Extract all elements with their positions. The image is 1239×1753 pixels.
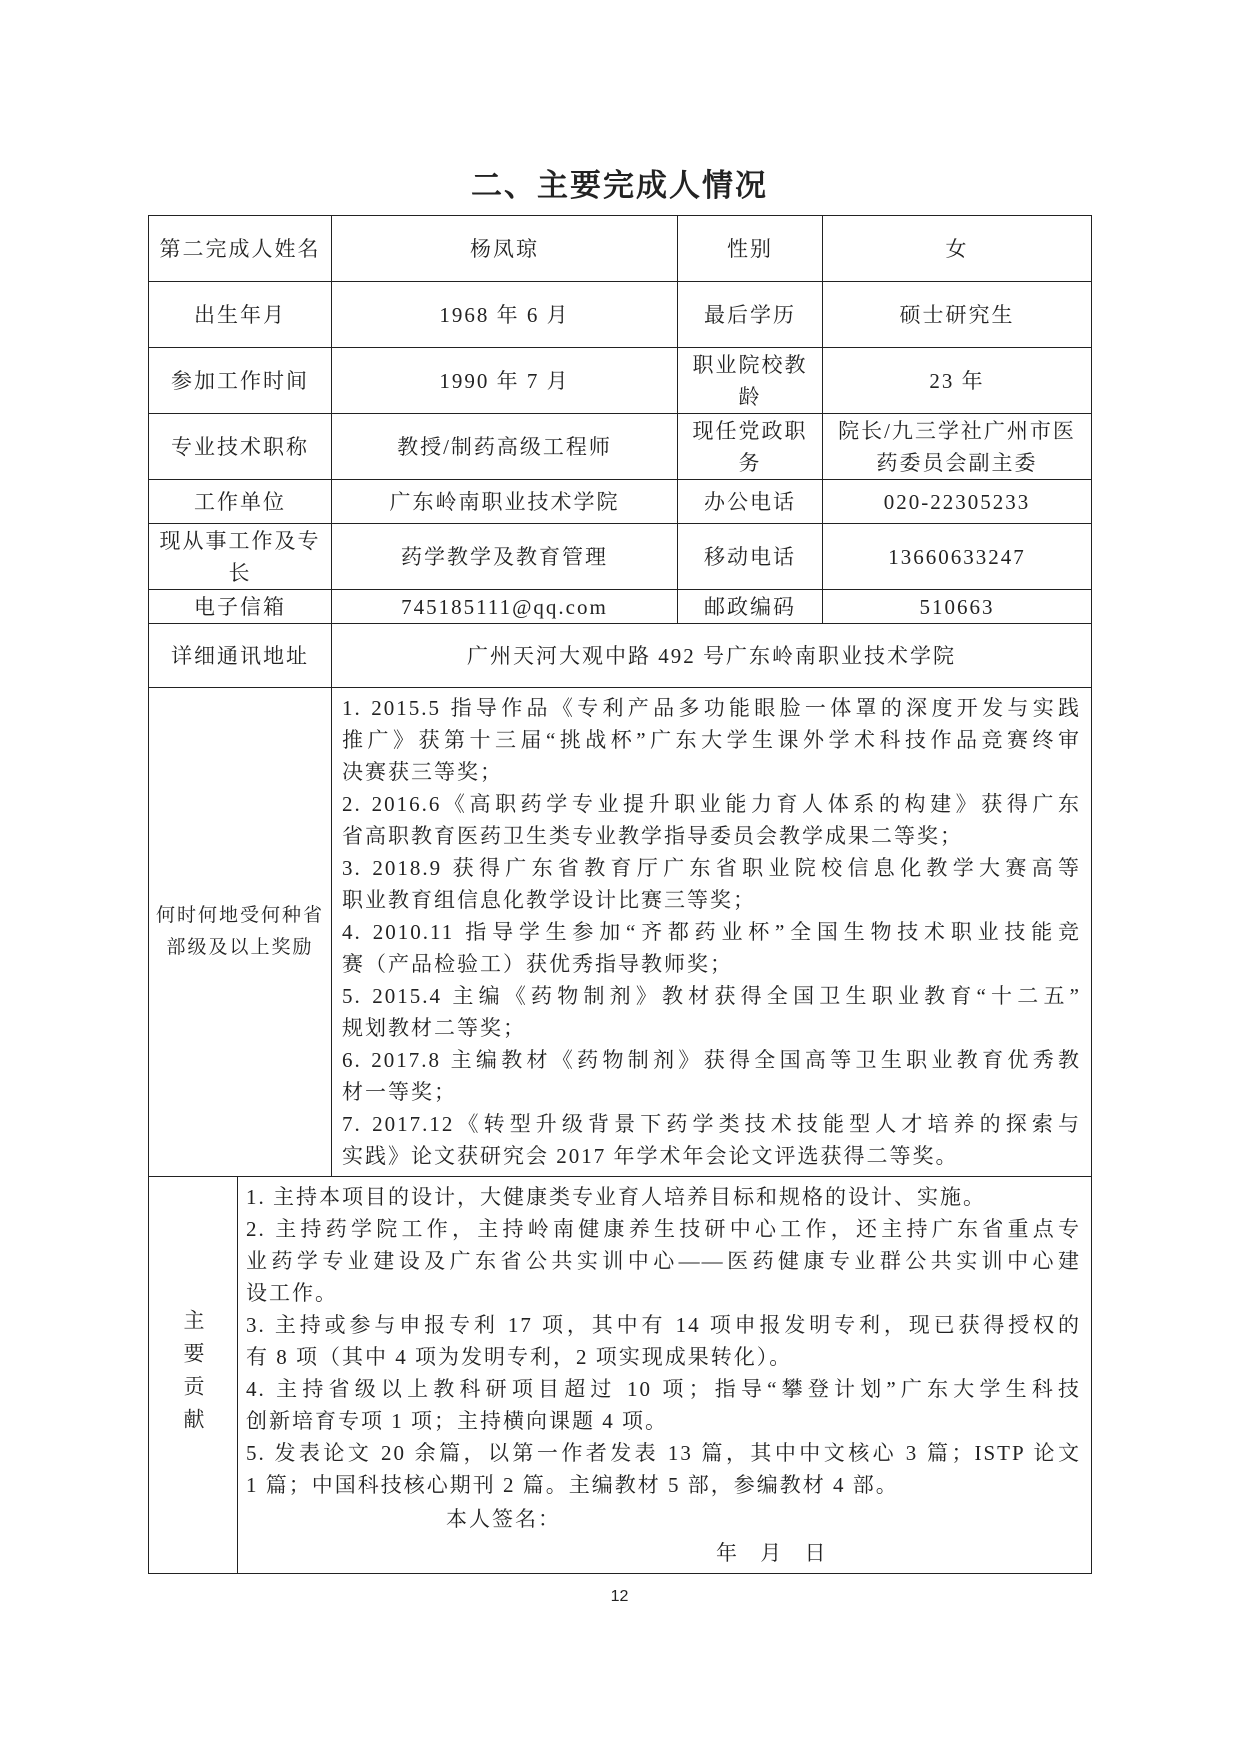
date-label: 年 月 日 — [716, 1541, 828, 1565]
page-number: 12 — [610, 1588, 629, 1605]
mobile-value: 13660633247 — [823, 524, 1092, 590]
contribution-line: 1. 主持本项目的设计，大健康类专业育人培养目标和规格的设计、实施。 — [246, 1185, 986, 1209]
work-start-value: 1990 年 7 月 — [332, 348, 678, 414]
award-line: 实践》论文获研究会 2017 年学术年会论文评选获得二等奖。 — [342, 1144, 959, 1168]
contribution-list — [238, 1177, 1092, 1574]
email-label: 电子信箱 — [149, 590, 332, 624]
awards-label: 何时何地受何种省部级及以上奖励 — [149, 688, 332, 1177]
contribution-line: 2. 主持药学院工作，主持岭南健康养生技研中心工作，还主持广东省重点专 — [246, 1217, 1081, 1241]
personnel-table — [148, 215, 1092, 1574]
education-label: 最后学历 — [678, 282, 823, 348]
gender-label: 性别 — [678, 216, 823, 282]
signature-label: 本人签名： — [446, 1507, 561, 1531]
birth-label: 出生年月 — [149, 282, 332, 348]
teaching-years-value: 23 年 — [823, 348, 1092, 414]
contribution-label: 主要贡献 — [149, 1177, 238, 1574]
zip-label: 邮政编码 — [678, 590, 823, 624]
email-value: 745185111@qq.com — [332, 590, 678, 624]
award-line: 6. 2017.8 主编教材《药物制剂》获得全国高等卫生职业教育优秀教 — [342, 1048, 1081, 1072]
job-value: 药学教学及教育管理 — [332, 524, 678, 590]
award-line: 1. 2015.5 指导作品《专利产品多功能眼脸一体罩的深度开发与实践 — [342, 696, 1081, 720]
unit-value: 广东岭南职业技术学院 — [332, 480, 678, 524]
contribution-line: 1 篇；中国科技核心期刊 2 篇。主编教材 5 部，参编教材 4 部。 — [246, 1473, 899, 1497]
title-label: 专业技术职称 — [149, 414, 332, 480]
address-value: 广州天河大观中路 492 号广东岭南职业技术学院 — [332, 624, 1092, 688]
contribution-line: 4. 主持省级以上教科研项目超过 10 项；指导“攀登计划”广东大学生科技 — [246, 1377, 1081, 1401]
award-line: 职业教育组信息化教学设计比赛三等奖； — [342, 888, 756, 912]
zip-value: 510663 — [823, 590, 1092, 624]
award-line: 省高职教育医药卫生类专业教学指导委员会教学成果二等奖； — [342, 824, 963, 848]
award-line: 材一等奖； — [342, 1080, 457, 1104]
office-phone-value: 020-22305233 — [823, 480, 1092, 524]
teaching-years-label: 职业院校教龄 — [678, 348, 823, 414]
education-value: 硕士研究生 — [823, 282, 1092, 348]
award-line: 2. 2016.6《高职药学专业提升职业能力育人体系的构建》获得广东 — [342, 792, 1081, 816]
mobile-label: 移动电话 — [678, 524, 823, 590]
award-line: 3. 2018.9 获得广东省教育厅广东省职业院校信息化教学大赛高等 — [342, 856, 1081, 880]
award-line: 决赛获三等奖； — [342, 760, 503, 784]
contribution-line: 3. 主持或参与申报专利 17 项，其中有 14 项申报发明专利，现已获得授权的 — [246, 1313, 1081, 1337]
award-line: 赛（产品检验工）获优秀指导教师奖； — [342, 952, 733, 976]
unit-label: 工作单位 — [149, 480, 332, 524]
birth-value: 1968 年 6 月 — [332, 282, 678, 348]
contribution-line: 5. 发表论文 20 余篇，以第一作者发表 13 篇，其中中文核心 3 篇；ISTP 论文 — [246, 1441, 1081, 1465]
address-label: 详细通讯地址 — [149, 624, 332, 688]
gender-value: 女 — [823, 216, 1092, 282]
award-line: 7. 2017.12《转型升级背景下药学类技术技能型人才培养的探索与 — [342, 1112, 1081, 1136]
contribution-line: 创新培育专项 1 项；主持横向课题 4 项。 — [246, 1409, 668, 1433]
title-value: 教授/制药高级工程师 — [332, 414, 678, 480]
section-title: 二、主要完成人情况 — [471, 168, 768, 204]
office-phone-label: 办公电话 — [678, 480, 823, 524]
awards-list — [332, 688, 1092, 1177]
job-label: 现从事工作及专长 — [149, 524, 332, 590]
award-line: 规划教材二等奖； — [342, 1016, 526, 1040]
name-label: 第二完成人姓名 — [149, 216, 332, 282]
party-position-value: 院长/九三学社广州市医药委员会副主委 — [823, 414, 1092, 480]
award-line: 4. 2010.11 指导学生参加“齐都药业杯”全国生物技术职业技能竞 — [342, 920, 1081, 944]
award-line: 5. 2015.4 主编《药物制剂》教材获得全国卫生职业教育“十二五” — [342, 984, 1081, 1008]
name-value: 杨凤琼 — [332, 216, 678, 282]
contribution-line: 有 8 项（其中 4 项为发明专利，2 项实现成果转化）。 — [246, 1345, 793, 1369]
contribution-line: 设工作。 — [246, 1281, 338, 1305]
party-position-label: 现任党政职务 — [678, 414, 823, 480]
work-start-label: 参加工作时间 — [149, 348, 332, 414]
award-line: 推广》获第十三届“挑战杯”广东大学生课外学术科技作品竞赛终审 — [342, 728, 1081, 752]
contribution-line: 业药学专业建设及广东省公共实训中心——医药健康专业群公共实训中心建 — [246, 1249, 1081, 1273]
